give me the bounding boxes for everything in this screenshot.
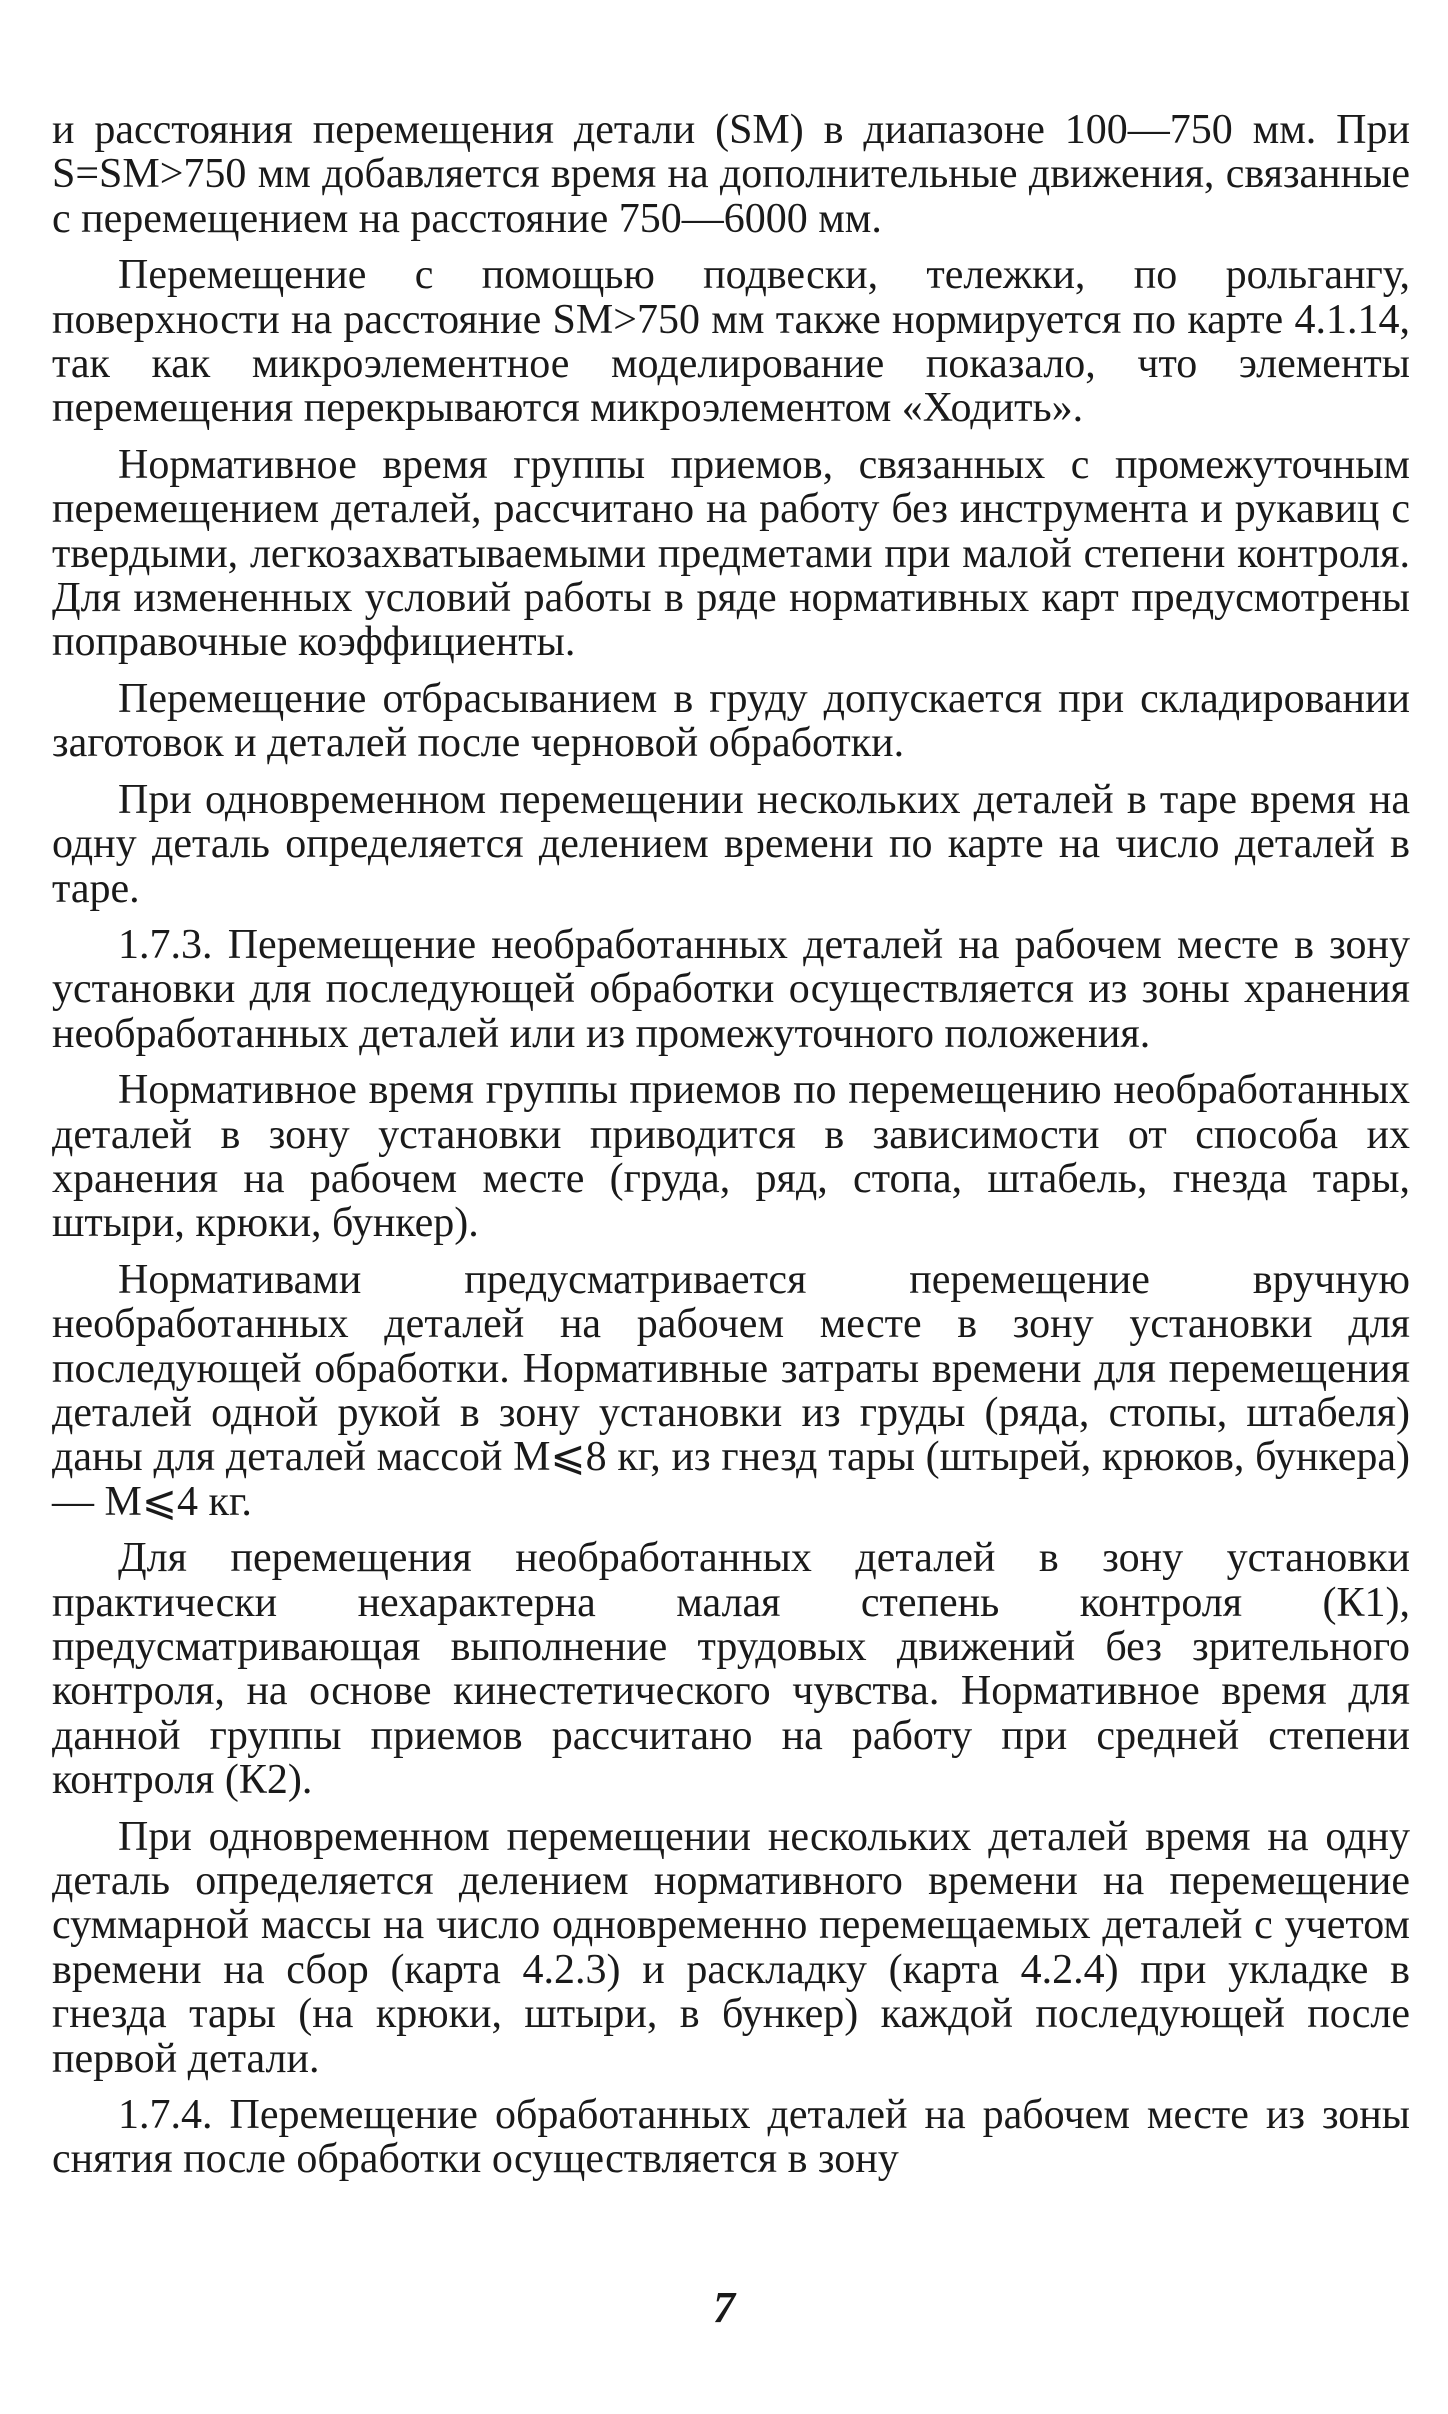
paragraph: Перемещение отбрасыванием в груду допускается при складировании заготовок и деталей после черновой обработки. (52, 675, 1410, 767)
paragraph: При одновременном перемещении нескольких деталей в таре время на одну деталь определяется делением времени по карте на число деталей в таре. (52, 776, 1410, 912)
section-paragraph-1-7-4: 1.7.4. Перемещение обработанных деталей на рабочем месте из зоны снятия после обработки осуществляется в зону (52, 2092, 1410, 2183)
paragraph-continuation: и расстояния перемещения детали (SM) в диапазоне 100—750 мм. При S=SM>750 мм добавляется время на дополнительные движения, связанные с перемещением на расстояние 750—6000 мм. (52, 107, 1410, 242)
paragraph: Перемещение с помощью подвески, тележки, по рольгангу, поверхности на расстояние SM>750 мм также нормируется по карте 4.1.14, так как микроэлементное моделирование показало, что элементы перемещения перекрываются микроэлементом «Ходить». (52, 252, 1410, 432)
paragraph: Нормативами предусматривается перемещение вручную необработанных деталей на рабочем месте в зону установки для последующей обработки. Нормативные затраты времени для перемещения деталей одной рукой в зону установки из груды (ряда, стопы, штабеля) даны для деталей массой M⩽8 кг, из гнезд тары (штырей, крюков, бункера) — M⩽4 кг. (52, 1256, 1410, 1525)
paragraph: Нормативное время группы приемов, связанных с промежуточным перемещением деталей, рассчитано на работу без инструмента и рукавиц с твердыми, легкозахватываемыми предметами при малой степени контроля. Для измененных условий работы в ряде нормативных карт предусмотрены поправочные коэффициенты. (52, 441, 1410, 666)
page-number: 7 (713, 2283, 735, 2332)
paragraph: При одновременном перемещении нескольких деталей время на одну деталь определяется делением нормативного времени на перемещение суммарной массы на число одновременно перемещаемых деталей с учетом времени на сбор (карта 4.2.3) и раскладку (карта 4.2.4) при укладке в гнезда тары (на крюки, штыри, в бункер) каждой последующей после первой детали. (52, 1813, 1410, 2082)
paragraph: Для перемещения необработанных деталей в зону установки практически нехарактерна малая степень контроля (К1), предусматривающая выполнение трудовых движений без зрительного контроля, на основе кинестетического чувства. Нормативное время для данной группы приемов рассчитано на работу при средней степени контроля (К2). (52, 1535, 1410, 1804)
section-paragraph-1-7-3: 1.7.3. Перемещение необработанных деталей на рабочем месте в зону установки для последующей обработки осуществляется из зоны хранения необработанных деталей или из промежуточного положения. (52, 921, 1410, 1057)
paragraph: Нормативное время группы приемов по перемещению необработанных деталей в зону установки приводится в зависимости от способа их хранения на рабочем месте (груда, ряд, стопа, штабель, гнезда тары, штыри, крюки, бункер). (52, 1067, 1410, 1247)
page-body (52, 108, 1410, 2194)
